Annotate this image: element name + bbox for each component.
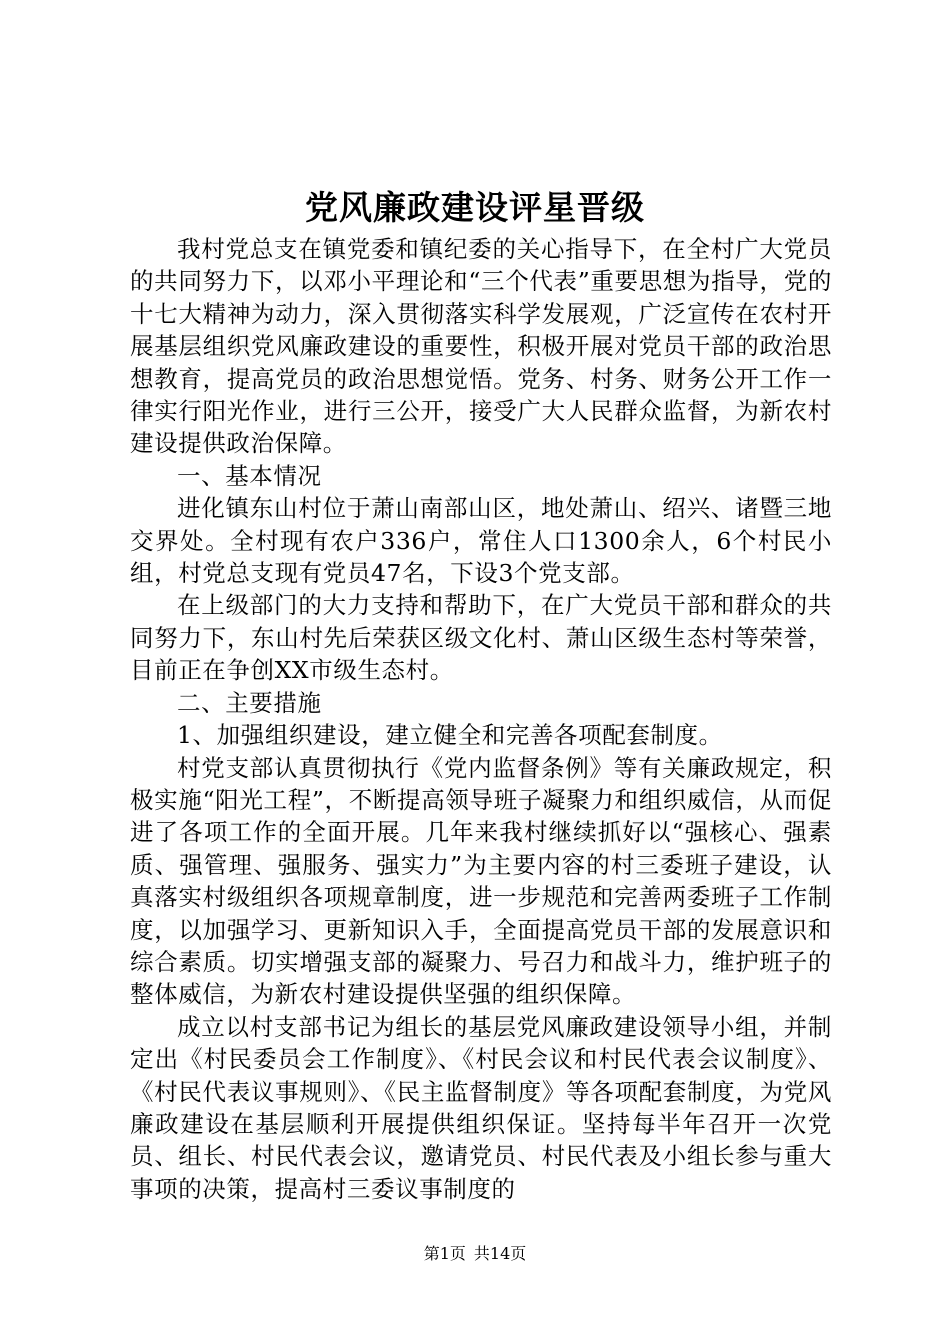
section-heading-measures: 二、主要措施	[177, 688, 322, 717]
paragraph-honors: 在上级部门的大力支持和帮助下，在广大党员干部和群众的共同努力下，东山村先后荣获区级文化村、萧山区级生态村等荣誉，目前正在争创XX市级生态村。	[130, 591, 832, 685]
paragraph-organization: 村党支部认真贯彻执行《党内监督条例》等有关廉政规定，积极实施“阳光工程”，不断提高领导班子凝聚力和组织威信，从而促进了各项工作的全面开展。几年来我村继续抓好以“强核心、强素质、强管理、强服务、强实力”为主要内容的村三委班子建设，认真落实村级组织各项规章制度，进一步规范和完善两委班子工作制度，以加强学习、更新知识入手，全面提高党员干部的发展意识和综合素质。切实增强支部的凝聚力、号召力和战斗力，维护班子的整体威信，为新农村建设提供坚强的组织保障。	[130, 753, 832, 1009]
paragraph-leadership-group: 成立以村支部书记为组长的基层党风廉政建设领导小组，并制定出《村民委员会工作制度》、《村民会议和村民代表会议制度》、《村民代表议事规则》、《民主监督制度》等各项配套制度，为党风廉政建设在基层顺利开展提供组织保证。坚持每半年召开一次党员、组长、村民代表会议，邀请党员、村民代表及小组长参与重大事项的决策，提高村三委议事制度的	[130, 1012, 832, 1203]
document-body	[130, 233, 832, 1205]
paragraph-intro: 我村党总支在镇党委和镇纪委的关心指导下，在全村广大党员的共同努力下，以邓小平理论和“三个代表”重要思想为指导，党的十七大精神为动力，深入贯彻落实科学发展观，广泛宣传在农村开展基层组织党风廉政建设的重要性，积极开展对党员干部的政治思想教育，提高党员的政治思想觉悟。党务、村务、财务公开工作一律实行阳光作业，进行三公开，接受广大人民群众监督，为新农村建设提供政治保障。	[130, 235, 832, 458]
page-number: 第1页	[423, 1244, 466, 1263]
document-title: 党风廉政建设评星晋级	[305, 188, 645, 227]
subheading-organization: 1、加强组织建设，建立健全和完善各项配套制度。	[177, 721, 723, 750]
paragraph-basic-info: 进化镇东山村位于萧山南部山区，地处萧山、绍兴、诸暨三地交界处。全村现有农户336户，常住人口1300余人，6个村民小组，村党总支现有党员47名，下设3个党支部。	[130, 494, 832, 588]
section-heading-basic-info: 一、基本情况	[177, 461, 322, 490]
page-footer	[0, 1242, 950, 1266]
page-total: 共14页	[473, 1244, 527, 1263]
